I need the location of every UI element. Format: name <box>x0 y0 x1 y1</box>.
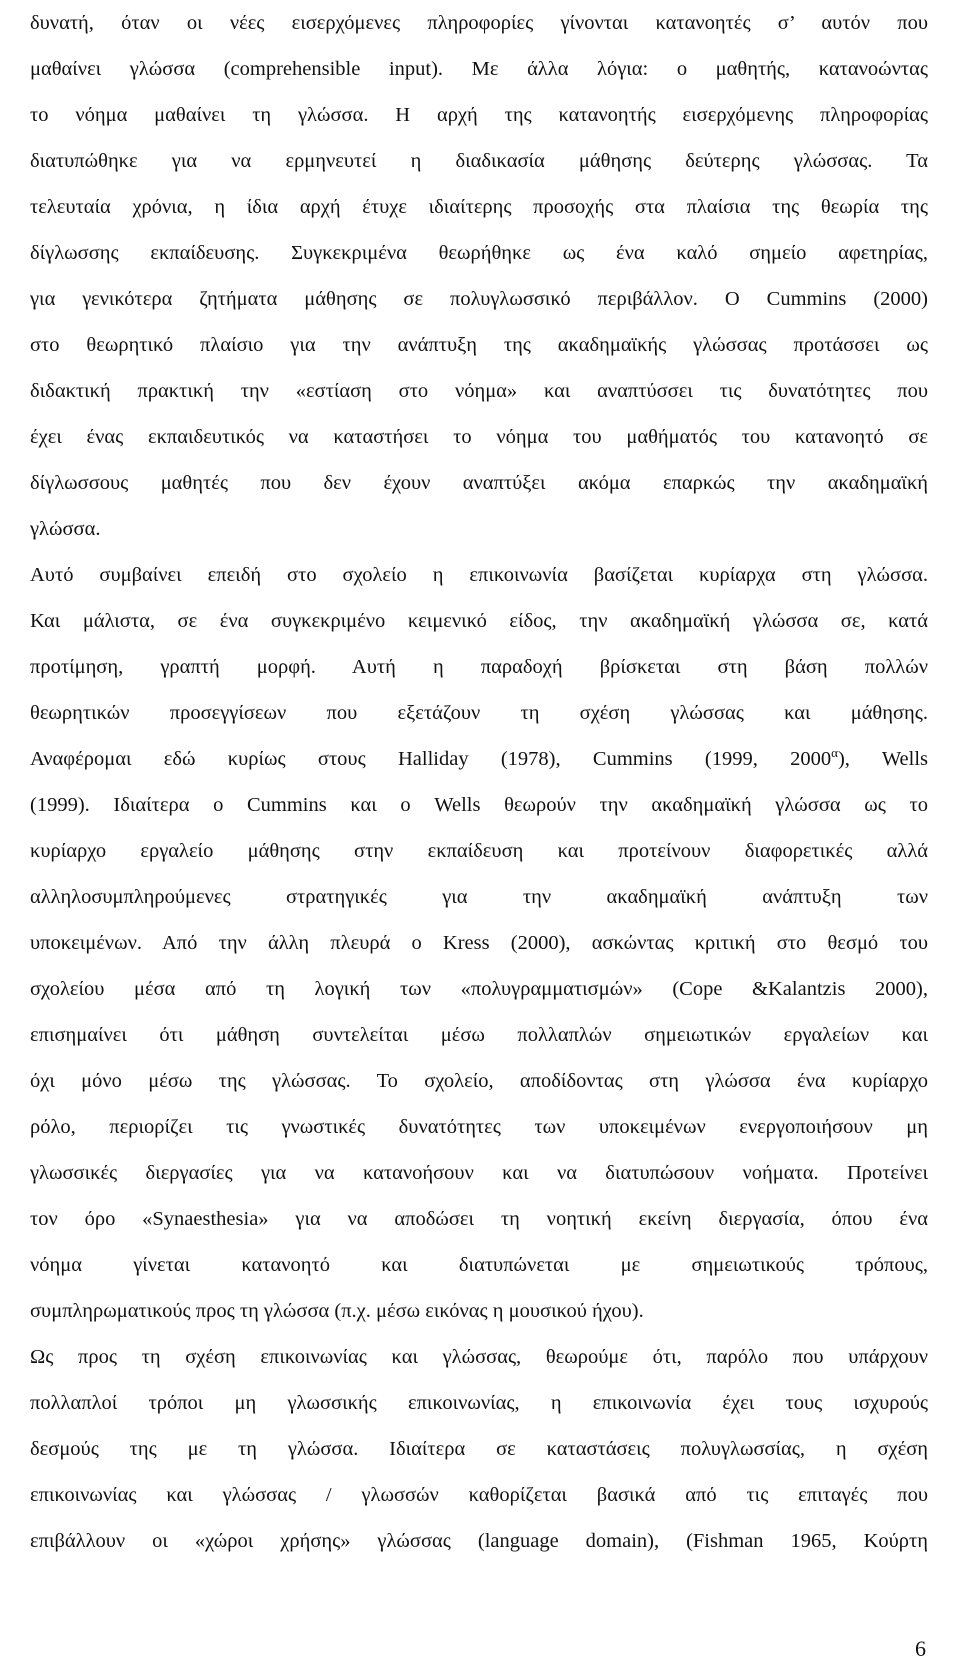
text-line-17-main: Αναφέρομαι εδώ κυρίως στους Halliday (1978), Cummins (1999, 2000 <box>30 748 832 770</box>
text-line-29: συμπληρωματικούς προς τη γλώσσα (π.χ. μέσω εικόνας η μουσικού ήχου). <box>30 1300 644 1322</box>
text-line-13: Αυτό συμβαίνει επειδή στο σχολείο η επικοινωνία βασίζεται κυρίαρχα στη γλώσσα. <box>30 564 928 586</box>
text-line-30: Ως προς τη σχέση επικοινωνίας και γλώσσας, θεωρούμε ότι, παρόλο που υπάρχουν <box>30 1346 928 1368</box>
text-line-17 <box>30 736 928 782</box>
text-line-17-tail: ), Wells <box>837 748 929 770</box>
text-line-21: υποκειμένων. Από την άλλη πλευρά ο Kress (2000), ασκώντας κριτική στο θεσμό του <box>30 932 928 954</box>
text-line-22: σχολείου μέσα από τη λογική των «πολυγραμματισμών» (Cope &Kalantzis 2000), <box>30 978 928 1000</box>
text-line-5: τελευταία χρόνια, η ίδια αρχή έτυχε ιδιαίτερης προσοχής στα πλαίσια της θεωρία της <box>30 196 928 218</box>
text-line-32: δεσμούς της με τη γλώσσα. Ιδιαίτερα σε καταστάσεις πολυγλωσσίας, η σχέση <box>30 1438 928 1460</box>
text-line-25: ρόλο, περιορίζει τις γνωστικές δυνατότητες των υποκειμένων ενεργοποιήσουν μη <box>30 1116 928 1138</box>
document-page <box>30 0 928 1564</box>
text-line-33: επικοινωνίας και γλώσσας / γλωσσών καθορίζεται βασικά από τις επιταγές που <box>30 1484 928 1506</box>
text-line-19: κυρίαρχο εργαλείο μάθησης στην εκπαίδευση και προτείνουν διαφορετικές αλλά <box>30 840 928 862</box>
text-line-31: πολλαπλοί τρόποι μη γλωσσικής επικοινωνίας, η επικοινωνία έχει τους ισχυρούς <box>30 1392 928 1414</box>
text-line-11: δίγλωσσους μαθητές που δεν έχουν αναπτύξει ακόμα επαρκώς την ακαδημαϊκή <box>30 472 928 494</box>
text-line-34: επιβάλλουν οι «χώροι χρήσης» γλώσσας (language domain), (Fishman 1965, Κούρτη <box>30 1530 928 1552</box>
page-number: 6 <box>915 1636 926 1661</box>
text-line-12: γλώσσα. <box>30 518 101 540</box>
text-line-27: τον όρο «Synaesthesia» για να αποδώσει τη νοητική εκείνη διεργασία, όπου ένα <box>30 1208 928 1230</box>
text-line-26: γλωσσικές διεργασίες για να κατανοήσουν και να διατυπώσουν νοήματα. Προτείνει <box>30 1162 928 1184</box>
text-line-4: διατυπώθηκε για να ερμηνευτεί η διαδικασία μάθησης δεύτερης γλώσσας. Τα <box>30 150 928 172</box>
text-line-23: επισημαίνει ότι μάθηση συντελείται μέσω πολλαπλών σημειωτικών εργαλείων και <box>30 1024 928 1046</box>
text-line-1: δυνατή, όταν οι νέες εισερχόμενες πληροφορίες γίνονται κατανοητές σ’ αυτόν που <box>30 12 928 34</box>
superscript-alpha: α <box>831 745 838 761</box>
text-line-16: θεωρητικών προσεγγίσεων που εξετάζουν τη σχέση γλώσσας και μάθησης. <box>30 702 928 724</box>
text-line-7: για γενικότερα ζητήματα μάθησης σε πολυγλωσσικό περιβάλλον. Ο Cummins (2000) <box>30 288 928 310</box>
text-line-14: Και μάλιστα, σε ένα συγκεκριμένο κειμενικό είδος, την ακαδημαϊκή γλώσσα σε, κατά <box>30 610 928 632</box>
text-line-8: στο θεωρητικό πλαίσιο για την ανάπτυξη της ακαδημαϊκής γλώσσας προτάσσει ως <box>30 334 928 356</box>
text-line-15: προτίμηση, γραπτή μορφή. Αυτή η παραδοχή βρίσκεται στη βάση πολλών <box>30 656 928 678</box>
text-line-6: δίγλωσσης εκπαίδευσης. Συγκεκριμένα θεωρήθηκε ως ένα καλό σημείο αφετηρίας, <box>30 242 928 264</box>
text-line-28: νόημα γίνεται κατανοητό και διατυπώνεται με σημειωτικούς τρόπους, <box>30 1254 928 1276</box>
text-line-24: όχι μόνο μέσω της γλώσσας. Το σχολείο, αποδίδοντας στη γλώσσα ένα κυρίαρχο <box>30 1070 928 1092</box>
text-line-10: έχει ένας εκπαιδευτικός να καταστήσει το νόημα του μαθήματός του κατανοητό σε <box>30 426 928 448</box>
text-line-20: αλληλοσυμπληρούμενες στρατηγικές για την ακαδημαϊκή ανάπτυξη των <box>30 886 928 908</box>
text-line-3: το νόημα μαθαίνει τη γλώσσα. Η αρχή της κατανοητής εισερχόμενης πληροφορίας <box>30 104 928 126</box>
text-line-2: μαθαίνει γλώσσα (comprehensible input). Με άλλα λόγια: ο μαθητής, κατανοώντας <box>30 58 928 80</box>
text-line-9: διδακτική πρακτική την «εστίαση στο νόημα» και αναπτύσσει τις δυνατότητες που <box>30 380 928 402</box>
text-line-18: (1999). Ιδιαίτερα ο Cummins και ο Wells θεωρούν την ακαδημαϊκή γλώσσα ως το <box>30 794 928 816</box>
